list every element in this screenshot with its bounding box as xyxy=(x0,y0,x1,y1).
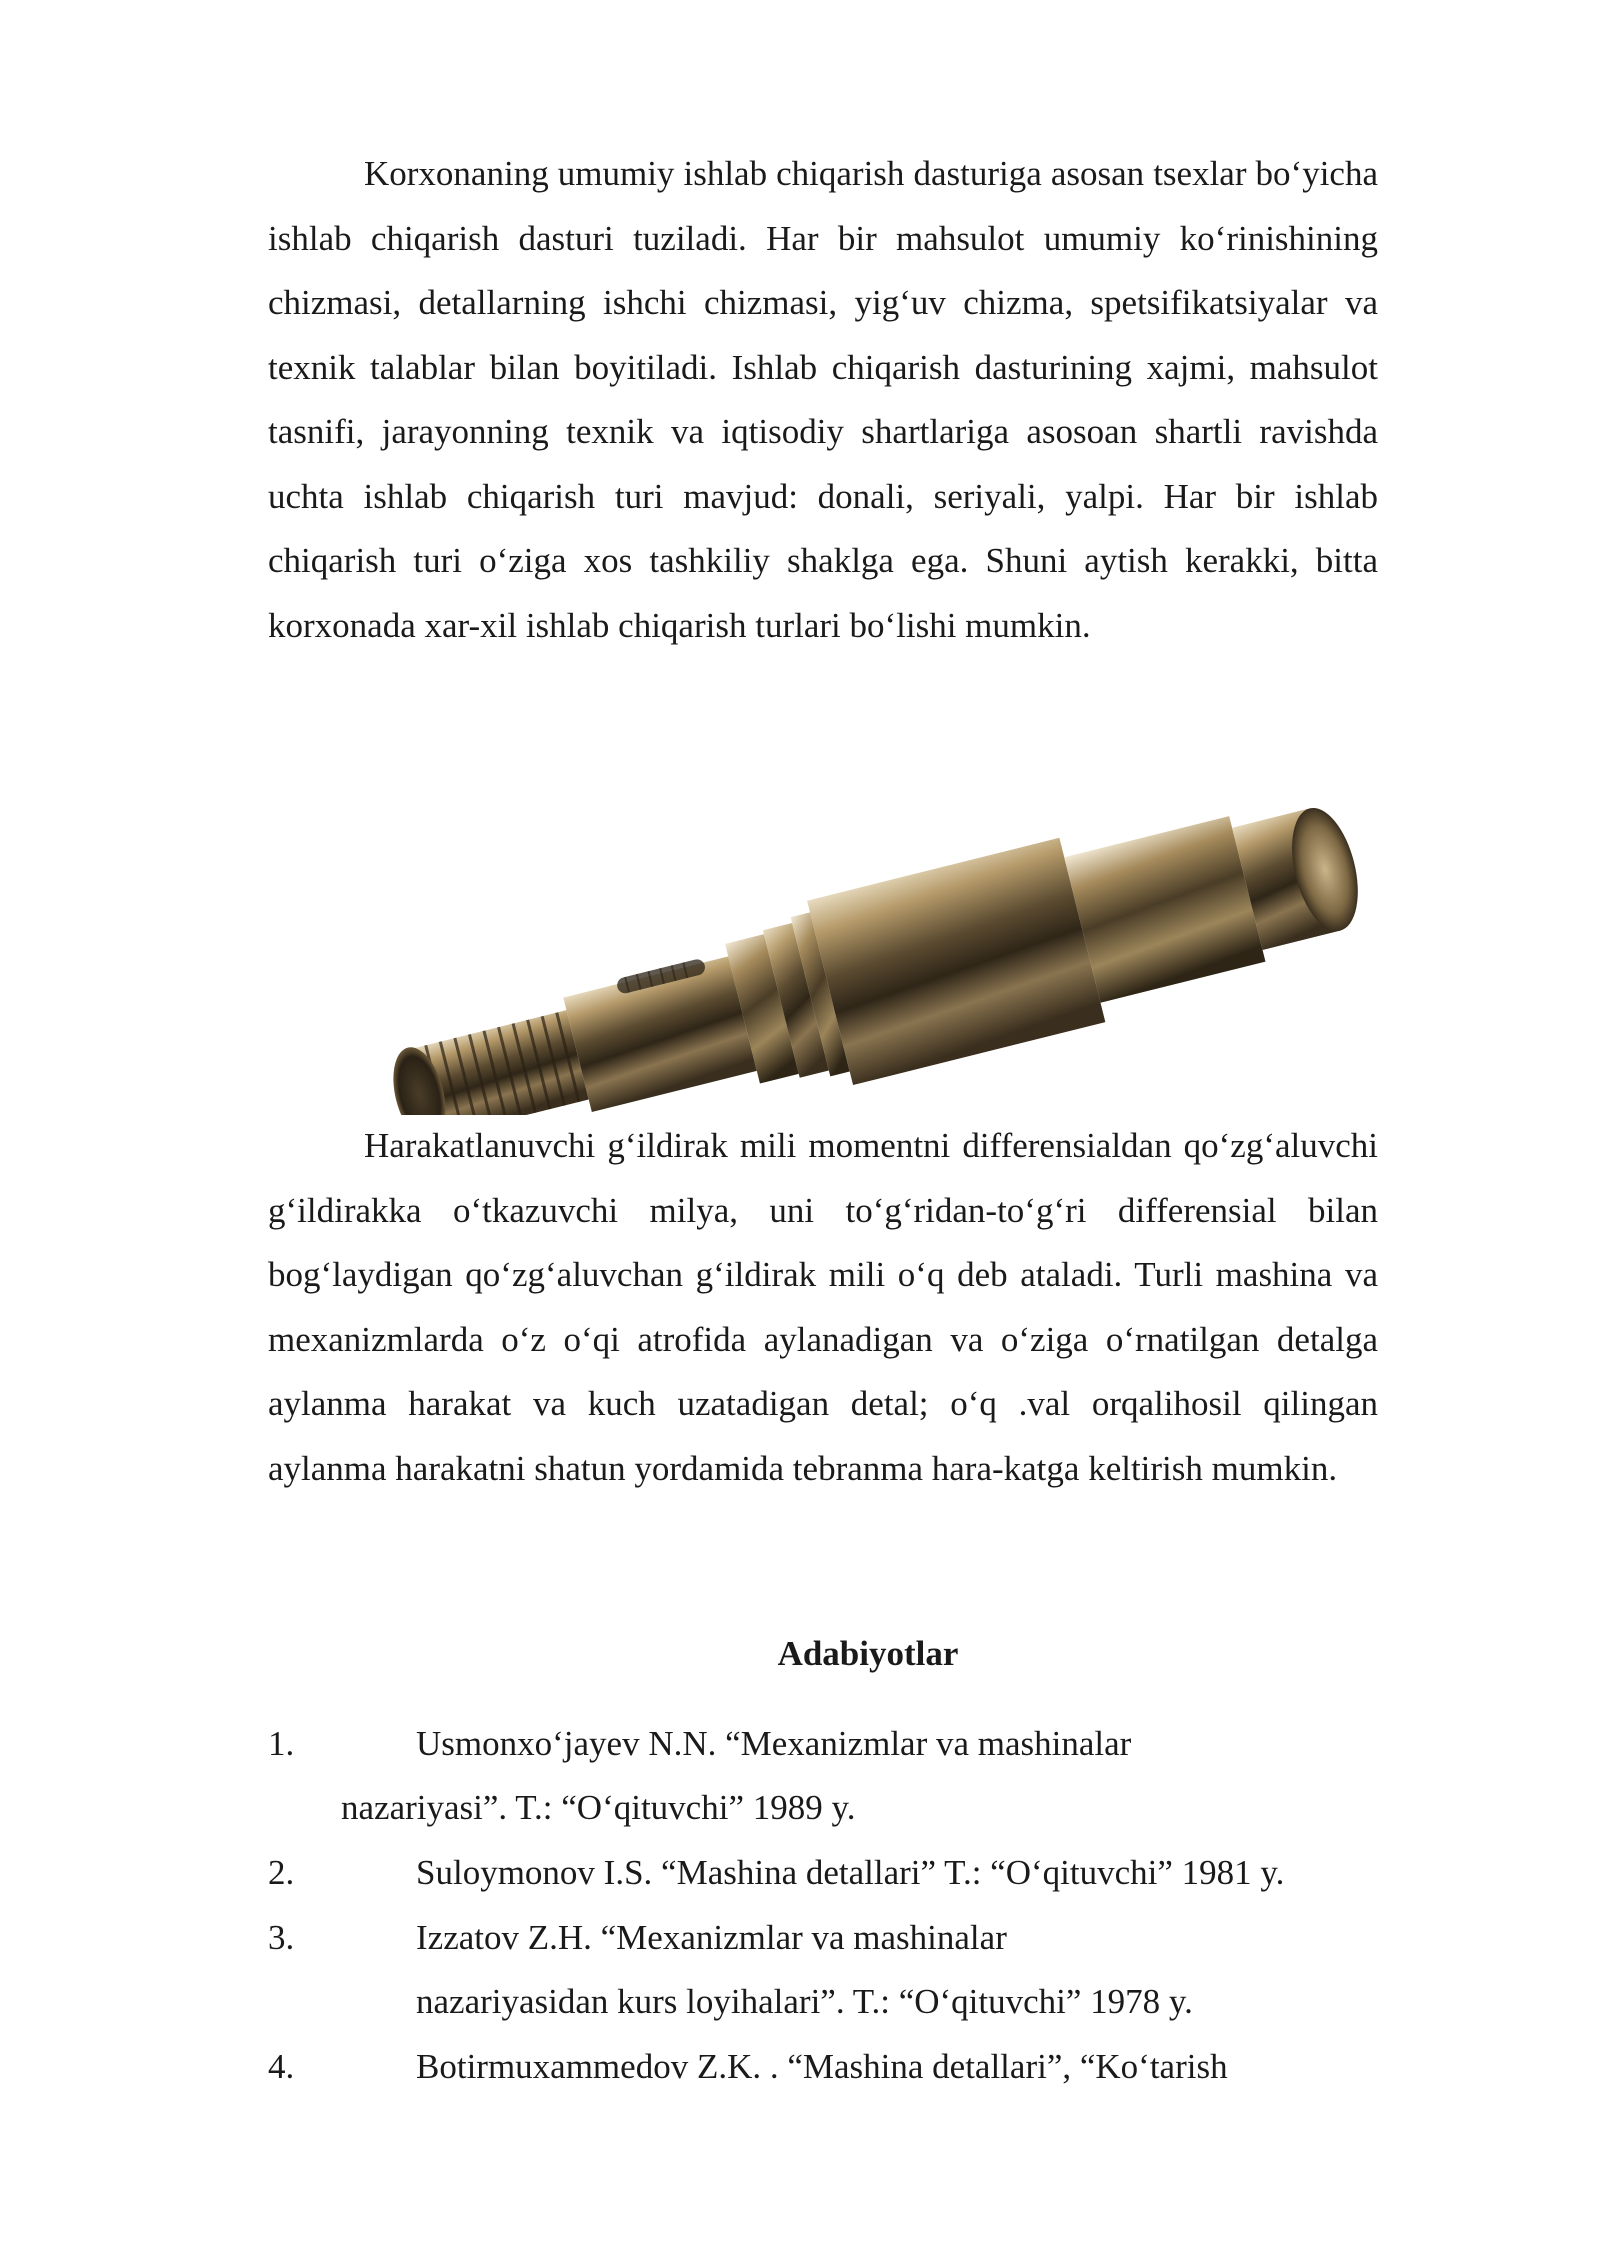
reference-item xyxy=(268,1841,1378,1906)
reference-item xyxy=(268,2035,1378,2100)
paragraph-shaft-definition: Harakatlanuvchi g‘ildirak mili momentni differensialdan qo‘zg‘aluvchi g‘ildirakka o‘tkazuvchi milya, uni to‘g‘ridan-to‘g‘ri differensial bilan bog‘laydigan qo‘zg‘aluvchan g‘ildirak mili o‘q deb ataladi. Turli mashina va mexanizmlarda o‘z o‘qi atrofida aylanadigan va o‘ziga o‘rnatilgan detalga aylanma harakat va kuch uzatadigan detal; o‘q .val orqalihosil qilingan aylanma harakatni shatun yordamida tebranma hara-katga keltirish mumkin. xyxy=(268,1126,1378,1488)
references-heading: Adabiyotlar xyxy=(777,1634,959,1673)
reference-text-continued: nazariyasidan kurs loyihalari”. T.: “O‘qituvchi” 1978 y. xyxy=(416,1982,1193,2021)
reference-item xyxy=(268,1906,1378,2036)
reference-number: 2. xyxy=(268,1853,295,1892)
shaft-image xyxy=(380,735,1370,1115)
reference-text: Suloymonov I.S. “Mashina detallari” T.: “O‘qituvchi” 1981 y. xyxy=(416,1853,1285,1892)
reference-number: 1. xyxy=(268,1724,295,1763)
reference-number: 4. xyxy=(268,2047,295,2086)
reference-number: 3. xyxy=(268,1918,295,1957)
reference-item xyxy=(268,1712,1378,1842)
paragraph-production-types: Korxonaning umumiy ishlab chiqarish dasturiga asosan tsexlar bo‘yicha ishlab chiqarish dasturi tuziladi. Har bir mahsulot umumiy ko‘rinishining chizmasi, detallarning ishchi chizmasi, yig‘uv chizma, spetsifikatsiyalar va texnik talablar bilan boyitiladi. Ishlab chiqarish dasturining xajmi, mahsulot tasnifi, jarayonning texnik va iqtisodiy shartlariga asosoan shartli ravishda uchta ishlab chiqarish turi mavjud: donali, seriyali, yalpi. Har bir ishlab chiqarish turi o‘ziga xos tashkiliy shaklga ega. Shuni aytish kerakki, bitta korxonada xar-xil ishlab chiqarish turlari bo‘lishi mumkin. xyxy=(268,154,1378,645)
reference-text: Izzatov Z.H. “Mexanizmlar va mashinalar xyxy=(416,1918,1007,1957)
shaft-illustration xyxy=(380,735,1370,1115)
reference-text: Usmonxo‘jayev N.N. “Mexanizmlar va mashinalar xyxy=(416,1724,1132,1763)
reference-text: Botirmuxammedov Z.K. . “Mashina detallari”, “Ko‘tarish xyxy=(416,2047,1228,2086)
reference-text-continued: nazariyasi”. T.: “O‘qituvchi” 1989 y. xyxy=(341,1788,856,1827)
